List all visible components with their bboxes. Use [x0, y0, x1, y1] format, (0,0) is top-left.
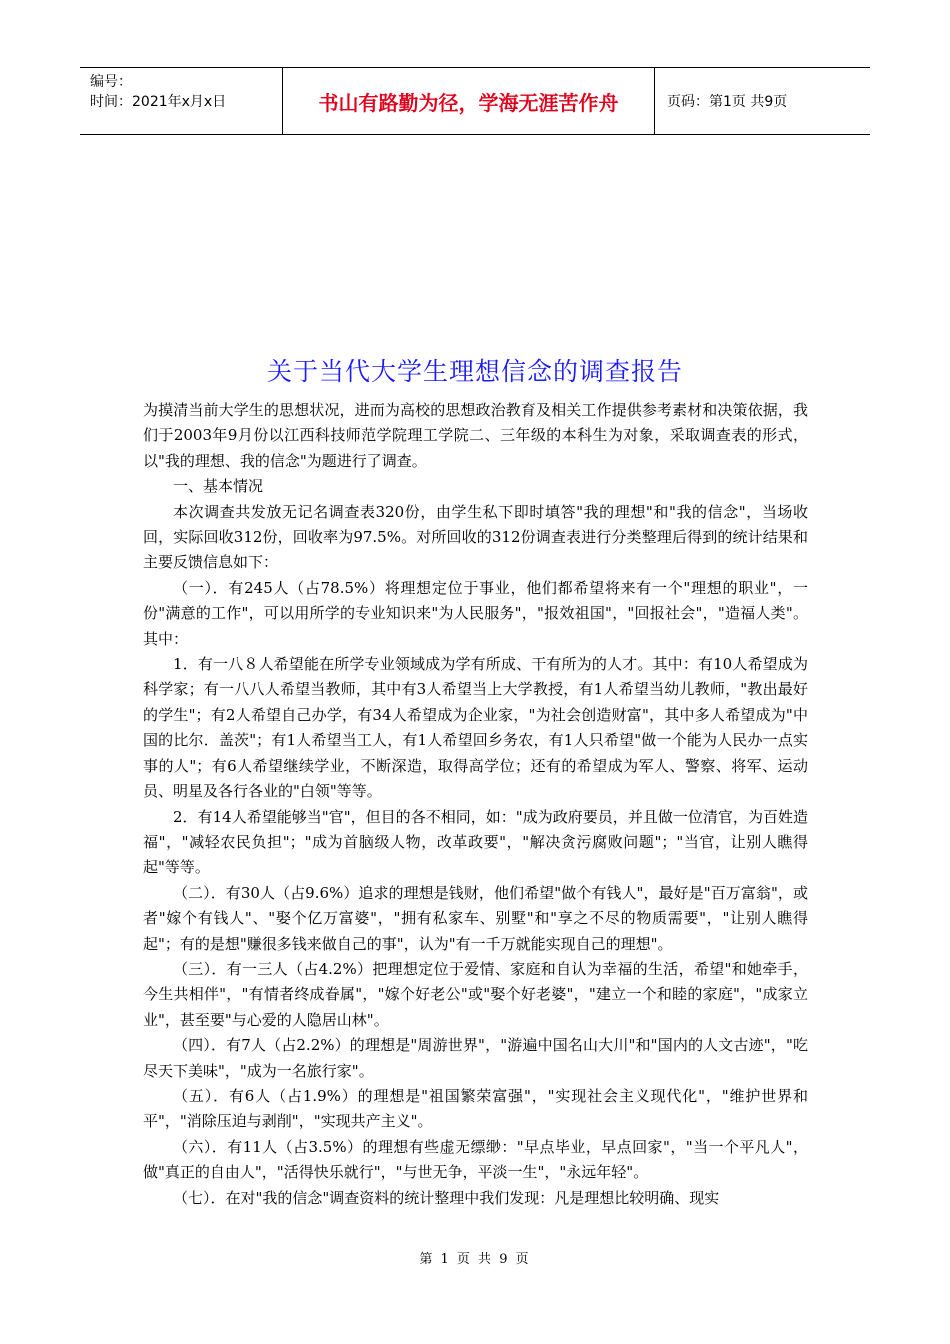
section-heading: 一、基本情况 — [173, 477, 264, 496]
paragraph: （三）．有一三人（占4.2%）把理想定位于爱情、家庭和自认为幸福的生活，希望"和她牵手，今生共相伴"，"有情者终成眷属"，"嫁个好老公"或"娶个好老婆"，"建立一个和睦的家庭"，"成家立业"，甚至要"与心爱的人隐居山林"。 — [143, 959, 808, 1029]
header-meta — [80, 68, 283, 134]
paragraph: 为摸清当前大学生的思想状况，进而为高校的思想政治教育及相关工作提供参考素材和决策依据，我们于2003年9月份以江西科技师范学院理工学院二、三年级的本科生为对象，采取调查表的形式，以"我的理想、我的信念"为题进行了调查。 — [143, 401, 808, 470]
document-title: 关于当代大学生理想信念的调查报告 — [266, 357, 683, 386]
paragraph: （七）．在对"我的信念"调查资料的统计整理中我们发现：凡是理想比较明确、现实 — [173, 1188, 720, 1207]
paragraph: （五）．有6人（占1.9%）的理想是"祖国繁荣富强"，"实现社会主义现代化"，"维护世界和平"，"消除压迫与剥削"，"实现共产主义"。 — [143, 1086, 808, 1131]
paragraph: 2．有14人希望能够当"官"，但目的各不相同，如："成为政府要员，并且做一位清官，为百姓造福"，"减轻农民负担"；"成为首脑级人物，改革政要"，"解决贪污腐败问题"；"当官，让别人瞧得起"等等。 — [143, 807, 808, 877]
paragraph: （四）．有7人（占2.2%）的理想是"周游世界"，"游遍中国名山大川"和"国内的人文古迹"，"吃尽天下美味"，"成为一名旅行家"。 — [143, 1036, 808, 1080]
paragraph: （二）．有30人（占9.6%）追求的理想是钱财，他们希望"做个有钱人"，最好是"百万富翁"，或者"嫁个有钱人"、"娶个亿万富婆"，"拥有私家车、别墅"和"享之不尽的物质需要"，"让别人瞧得起"；有的是想"赚很多钱来做自己的事"，认为"有一千万就能实现自己的理想"。 — [143, 883, 808, 953]
paragraph: （六）．有11人（占3.5%）的理想有些虚无缥缈："早点毕业，早点回家"，"当一个平凡人"，做"真正的自由人"，"活得快乐就行"，"与世无争，平淡一生"，"永远年轻"。 — [143, 1137, 808, 1182]
page-footer: 第 1 页 共 9 页 — [419, 1252, 531, 1267]
number-label: 编号： — [90, 74, 132, 90]
paragraph: （一）．有245人（占78.5%）将理想定位于事业，他们都希望将来有一个"理想的职业"，一份"满意的工作"，可以用所学的专业知识来"为人民服务"，"报效祖国"，"回报社会"，"造福人类"。其中： — [143, 578, 808, 648]
header-motto: 书山有路勤为径，学海无涯苦作舟 — [283, 68, 655, 134]
document-body — [143, 398, 808, 1211]
paragraph: 1．有一八８人希望能在所学专业领域成为学有所成、干有所为的人才。其中：有10人希望成为科学家；有一八八人希望当教师，其中有3人希望当上大学教授，有1人希望当幼儿教师，"教出最好的学生"；有2人希望自己办学，有34人希望成为企业家，"为社会创造财富"，其中多人希望成为"中国的比尔．盖茨"；有1人希望当工人，有1人希望回乡务农，有1人只希望"做一个能为人民办一点实事的人"；有6人希望继续学业，不断深造，取得高学位；还有的希望成为军人、警察、将军、运动员、明星及各行各业的"白领"等等。 — [143, 655, 808, 801]
header-page-info: 页码：第1页 共9页 — [667, 94, 788, 110]
page-header — [80, 67, 870, 135]
paragraph: 本次调查共发放无记名调查表320份，由学生私下即时填答"我的理想"和"我的信念"，当场收回，实际回收312份，回收率为97.5%。对所回收的312份调查表进行分类整理后得到的统计结果和主要反馈信息如下： — [143, 502, 808, 572]
time-label: 时间：2021年x月x日 — [90, 94, 227, 110]
